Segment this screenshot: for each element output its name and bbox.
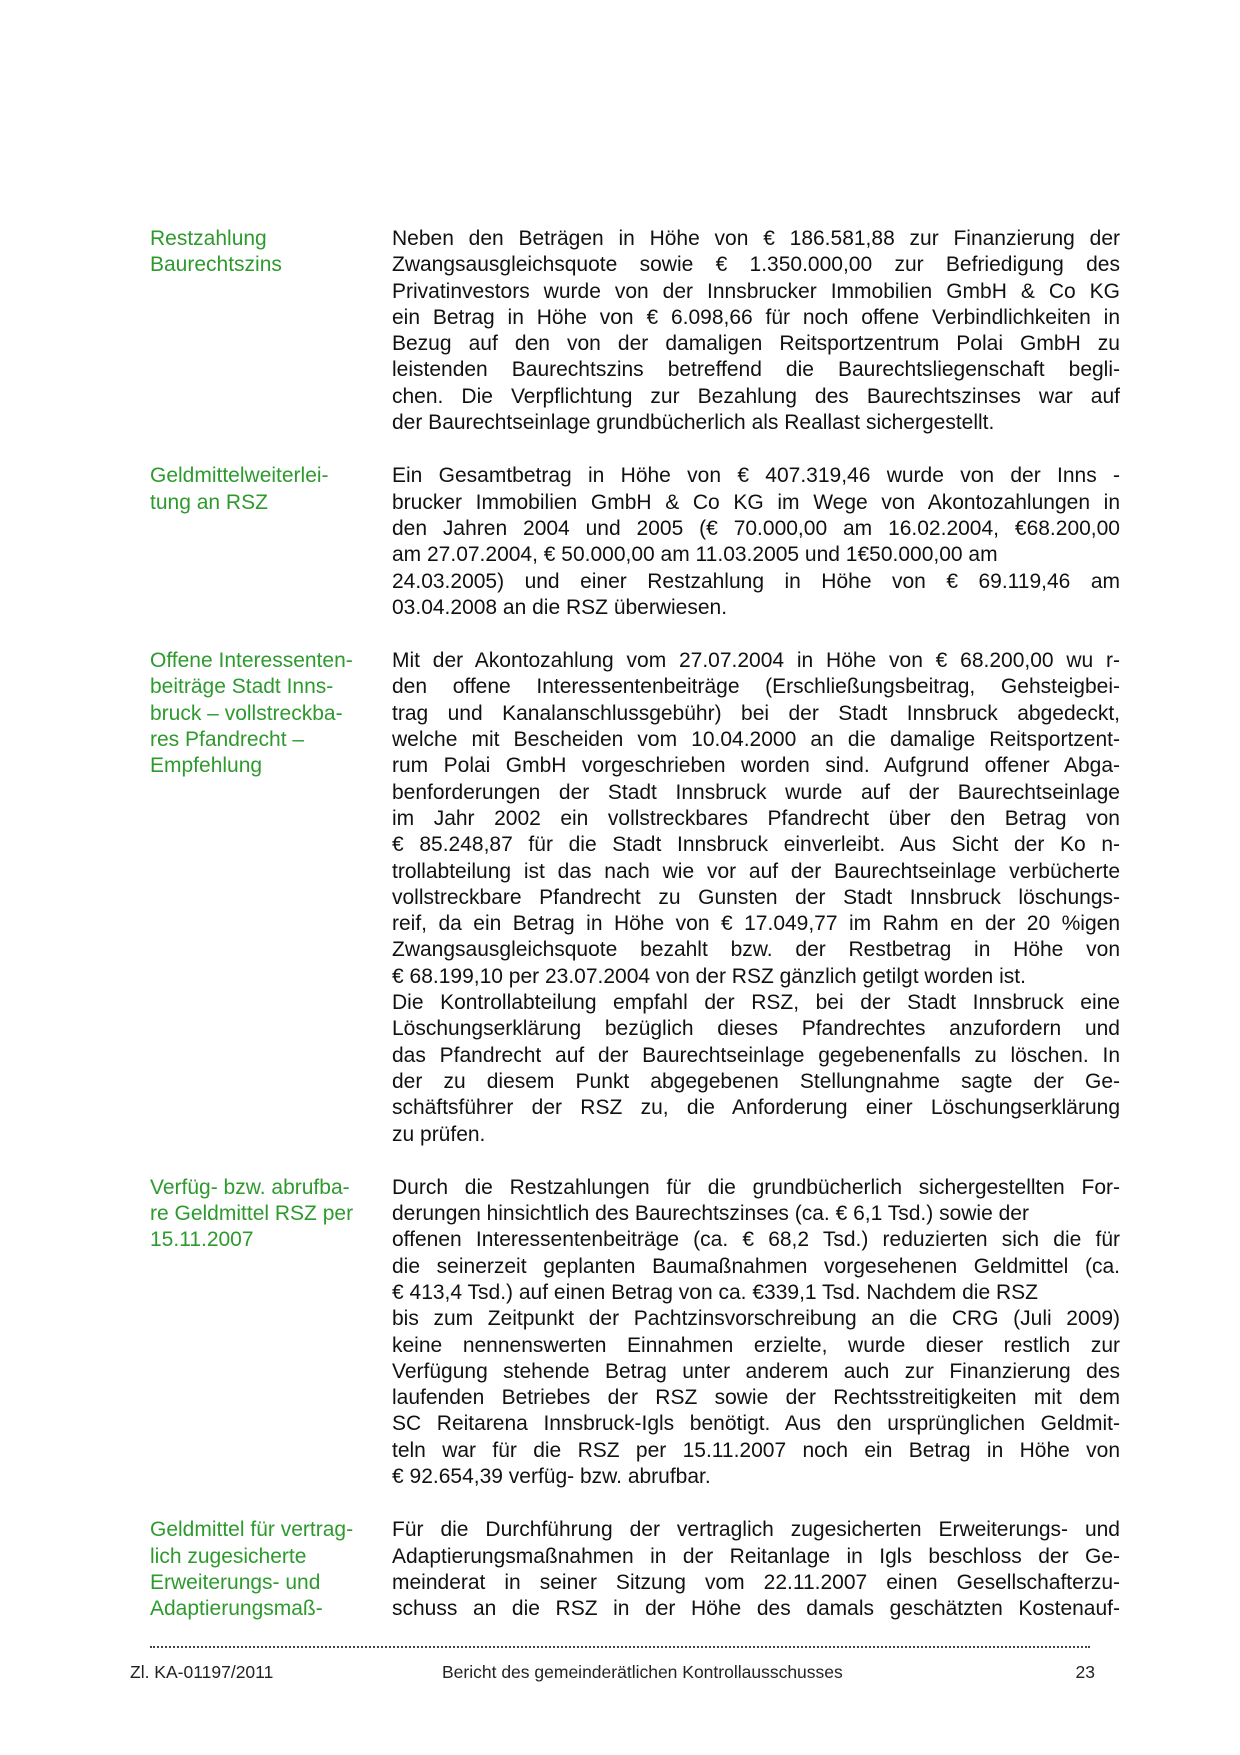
paragraph-line: schäftsführer der RSZ zu, die Anforderung einer Löschungserklärung — [392, 1096, 1120, 1120]
margin-heading-line: Verfüg- bzw. abrufba- — [150, 1175, 350, 1199]
paragraph — [392, 463, 1120, 621]
margin-heading-line: Restzahlung — [150, 227, 267, 250]
margin-heading-line: tung an RSZ — [150, 490, 268, 514]
margin-heading-line: 15.11.2007 — [150, 1228, 254, 1252]
margin-heading-line: Baurechtszins — [150, 253, 282, 277]
paragraph-line: Löschungserklärung bezüglich dieses Pfandrechtes anzufordern und — [392, 1017, 1120, 1041]
margin-heading — [150, 648, 372, 779]
margin-heading-line: re Geldmittel RSZ per — [150, 1202, 354, 1226]
paragraph-line: trollabteilung ist das nach wie vor auf der Baurechtseinlage verbücherte — [392, 859, 1120, 883]
margin-heading — [150, 1175, 372, 1254]
paragraph-line: Bezug auf den von der damaligen Reitsportzentrum Polai GmbH zu — [392, 332, 1120, 356]
paragraph-line: das Pfandrecht auf der Baurechtseinlage gegebenenfalls zu löschen. In — [392, 1043, 1120, 1067]
margin-heading-line: Offene Interessenten- — [150, 649, 353, 673]
paragraph — [392, 1175, 1120, 1491]
paragraph-line: € 92.654,39 verfüg- bzw. abrufbar. — [392, 1465, 711, 1489]
paragraph-line: im Jahr 2002 ein vollstreckbares Pfandrecht über den Betrag von — [392, 806, 1120, 830]
section-vertraglich-zugesicherte-massnahmen — [150, 1517, 1120, 1622]
margin-heading-line: Geldmittel für vertrag- — [150, 1518, 354, 1542]
paragraph-line: Privatinvestors wurde von der Innsbrucker Immobilien GmbH & Co KG — [392, 279, 1120, 303]
paragraph-line: zu prüfen. — [392, 1122, 486, 1146]
paragraph-line: € 413,4 Tsd.) auf einen Betrag von ca. €339,1 Tsd. Nachdem die RSZ — [392, 1280, 1038, 1304]
paragraph-line: € 85.248,87 für die Stadt Innsbruck einverleibt. Aus Sicht der Ko n- — [392, 833, 1120, 857]
paragraph-line: Mit der Akontozahlung vom 27.07.2004 in Höhe von € 68.200,00 wu r- — [392, 649, 1120, 673]
paragraph-line: benforderungen der Stadt Innsbruck wurde auf der Baurechtseinlage — [392, 780, 1120, 804]
margin-heading-line: bruck – vollstreckba- — [150, 701, 343, 725]
paragraph-line: am 27.07.2004, € 50.000,00 am 11.03.2005 und 1€50.000,00 am — [392, 543, 998, 567]
margin-heading — [150, 226, 372, 279]
paragraph-line: Für die Durchführung der vertraglich zugesicherten Erweiterungs- und — [392, 1518, 1120, 1542]
paragraph-line: ein Betrag in Höhe von € 6.098,66 für noch offene Verbindlichkeiten in — [392, 305, 1120, 329]
paragraph-line: teln war für die RSZ per 15.11.2007 noch ein Betrag in Höhe von — [392, 1438, 1120, 1462]
margin-heading-line: Empfehlung — [150, 754, 263, 778]
paragraph-line: der zu diesem Punkt abgegebenen Stellungnahme sagte der Ge- — [392, 1069, 1120, 1093]
paragraph-line: offenen Interessentenbeiträge (ca. € 68,2 Tsd.) reduzierten sich die für — [392, 1228, 1120, 1252]
paragraph-line: 03.04.2008 an die RSZ überwiesen. — [392, 595, 728, 619]
paragraph-line: € 68.199,10 per 23.07.2004 von der RSZ gänzlich getilgt worden ist. — [392, 964, 1026, 988]
section-interessentenbeitraege — [150, 648, 1120, 1148]
paragraph-line: trag und Kanalanschlussgebühr) bei der Stadt Innsbruck abgedeckt, — [392, 701, 1120, 725]
paragraph-line: Zwangsausgleichsquote bezahlt bzw. der Restbetrag in Höhe von — [392, 938, 1120, 962]
footer-title: Bericht des gemeinderätlichen Kontrollausschusses — [442, 1662, 843, 1682]
paragraph-line: welche mit Bescheiden vom 10.04.2000 an die damalige Reitsportzent- — [392, 728, 1120, 752]
paragraph-line: brucker Immobilien GmbH & Co KG im Wege von Akontozahlungen in — [392, 490, 1120, 514]
paragraph-line: bis zum Zeitpunkt der Pachtzinsvorschreibung an die CRG (Juli 2009) — [392, 1307, 1120, 1331]
margin-heading-line: res Pfandrecht – — [150, 728, 305, 752]
paragraph — [392, 1517, 1120, 1622]
section-verfuegbare-geldmittel — [150, 1175, 1120, 1491]
paragraph-line: reif, da ein Betrag in Höhe von € 17.049,77 im Rahm en der 20 %igen — [392, 912, 1120, 936]
margin-heading — [150, 463, 372, 516]
paragraph-line: leistenden Baurechtszins betreffend die Baurechtsliegenschaft begli- — [392, 358, 1120, 382]
paragraph-line: vollstreckbare Pfandrecht zu Gunsten der Stadt Innsbruck löschungs- — [392, 885, 1120, 909]
margin-heading-line: lich zugesicherte — [150, 1544, 307, 1568]
margin-heading-line: Erweiterungs- und — [150, 1570, 321, 1594]
paragraph-line: meinderat in seiner Sitzung vom 22.11.2007 einen Gesellschafterzu- — [392, 1570, 1120, 1594]
paragraph-line: den Jahren 2004 und 2005 (€ 70.000,00 am 16.02.2004, €68.200,00 — [392, 516, 1120, 540]
paragraph-line: derungen hinsichtlich des Baurechtszinses (ca. € 6,1 Tsd.) sowie der — [392, 1202, 1029, 1226]
paragraph-line: Adaptierungsmaßnahmen in der Reitanlage in Igls beschloss der Ge- — [392, 1544, 1120, 1568]
section-geldmittelweiterleitung — [150, 463, 1120, 621]
paragraph-line: Die Kontrollabteilung empfahl der RSZ, bei der Stadt Innsbruck eine — [392, 991, 1120, 1015]
margin-heading-line: Geldmittelweiterlei- — [150, 464, 329, 488]
footer-divider — [150, 1646, 1090, 1648]
paragraph-line: keine nennenswerten Einnahmen erzielte, wurde dieser restlich zur — [392, 1333, 1120, 1357]
document-content — [150, 226, 1120, 1623]
paragraph-line: der Baurechtseinlage grundbücherlich als Reallast sichergestellt. — [392, 411, 995, 435]
page-number: 23 — [1075, 1662, 1095, 1682]
paragraph-line: Zwangsausgleichsquote sowie € 1.350.000,00 zur Befriedigung des — [392, 253, 1120, 277]
margin-heading-line: Adaptierungsmaß- — [150, 1597, 323, 1621]
paragraph-line: den offene Interessentenbeiträge (Erschließungsbeitrag, Gehsteigbei- — [392, 675, 1120, 699]
paragraph-line: Neben den Beträgen in Höhe von € 186.581,88 zur Finanzierung der — [392, 227, 1120, 250]
paragraph-line: Verfügung stehende Betrag unter anderem auch zur Finanzierung des — [392, 1359, 1120, 1383]
paragraph-line: Durch die Restzahlungen für die grundbücherlich sichergestellten For- — [392, 1175, 1120, 1199]
section-restzahlung — [150, 226, 1120, 436]
paragraph-line: laufenden Betriebes der RSZ sowie der Rechtsstreitigkeiten mit dem — [392, 1386, 1120, 1410]
paragraph-line: schuss an die RSZ in der Höhe des damals geschätzten Kostenauf- — [392, 1597, 1120, 1621]
paragraph-line: rum Polai GmbH vorgeschrieben worden sind. Aufgrund offener Abga- — [392, 754, 1120, 778]
paragraph — [392, 648, 1120, 1148]
paragraph-line: die seinerzeit geplanten Baumaßnahmen vorgesehenen Geldmittel (ca. — [392, 1254, 1120, 1278]
paragraph-line: chen. Die Verpflichtung zur Bezahlung des Baurechtszinses war auf — [392, 384, 1120, 408]
paragraph-line: Ein Gesamtbetrag in Höhe von € 407.319,46 wurde von der Inns - — [392, 464, 1120, 488]
margin-heading — [150, 1517, 372, 1622]
margin-heading-line: beiträge Stadt Inns- — [150, 675, 334, 699]
footer-reference: Zl. KA-01197/2011 — [130, 1662, 274, 1682]
paragraph-line: 24.03.2005) und einer Restzahlung in Höhe von € 69.119,46 am — [392, 569, 1120, 593]
paragraph — [392, 226, 1120, 436]
paragraph-line: SC Reitarena Innsbruck-Igls benötigt. Aus den ursprünglichen Geldmit- — [392, 1412, 1120, 1436]
